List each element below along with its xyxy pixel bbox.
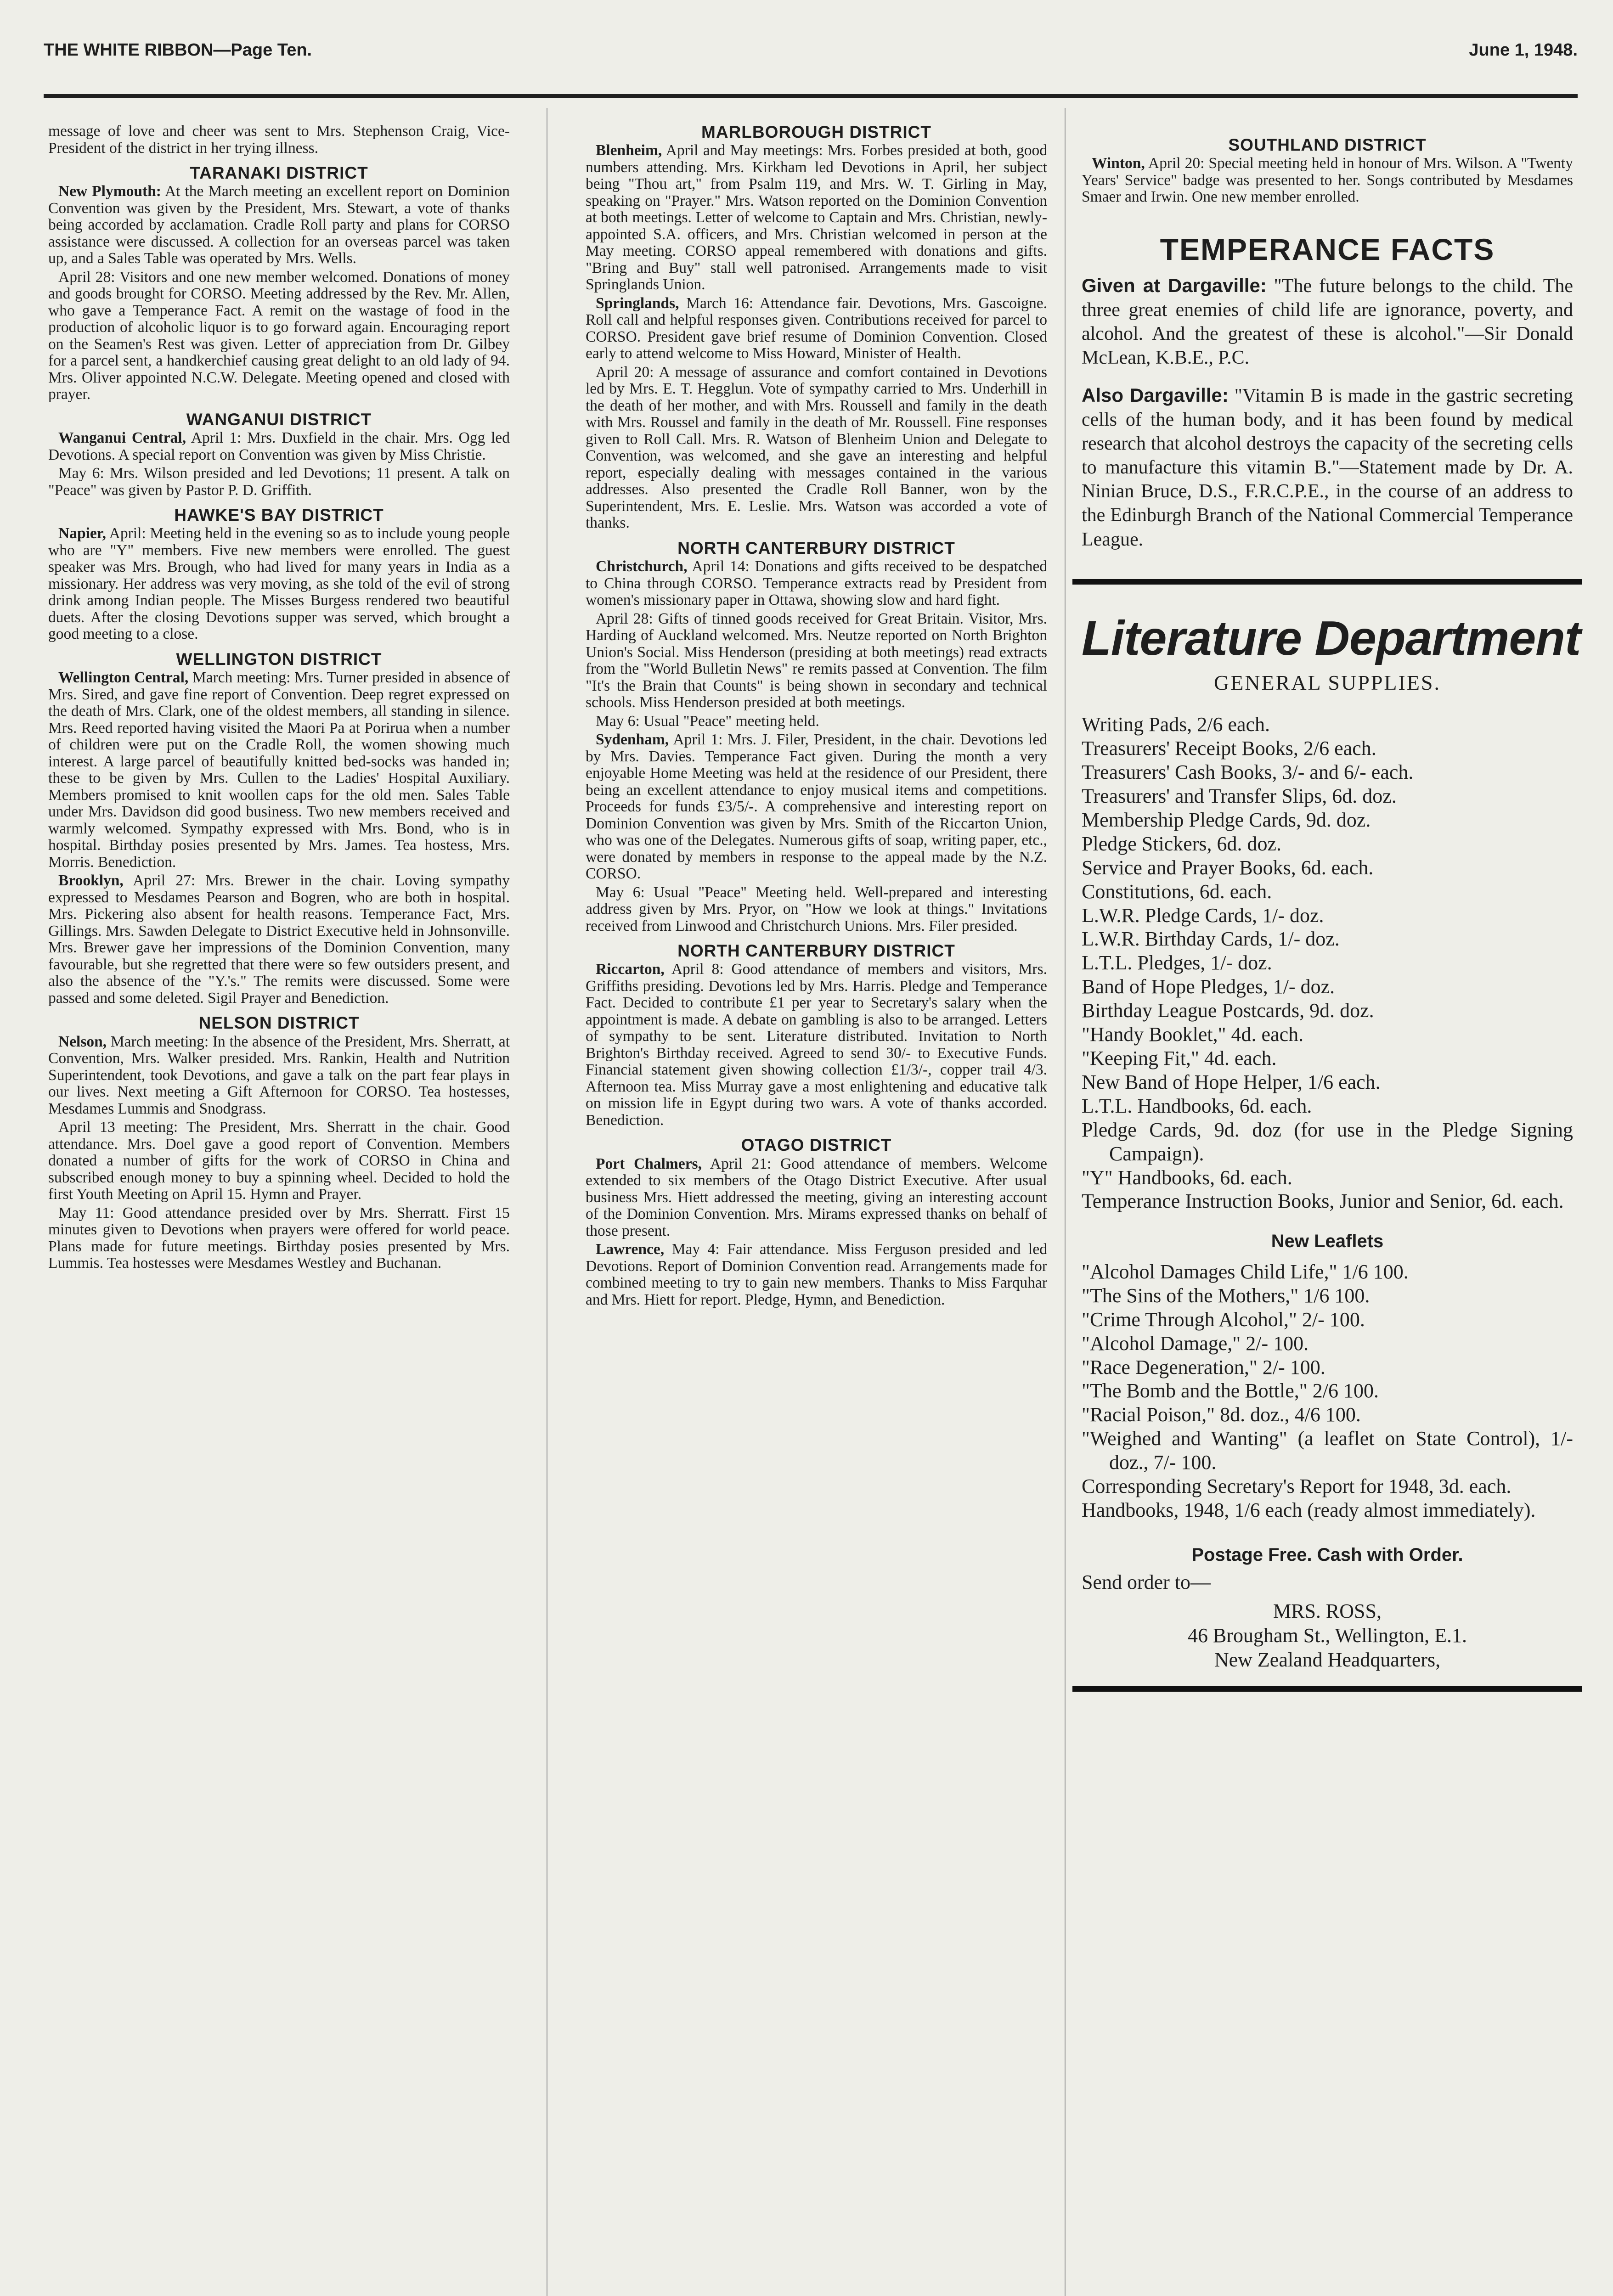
report-paragraph: April 20: A message of assurance and comfort contained in Devotions led by Mrs. E. T. Hegglun. Vote of sympathy carried to Mrs. Underhill in the death of her mother, and with Mrs. Roussell and family in the death with Mrs. Roussel and family in the death of Mr. Roussell. Fine responses given to Roll Call. Mrs. R. Watson of Blenheim Union and Delegate to Convention, was welcomed, and she gave an interesting and helpful report, especially dealing with messages contained in the various addresses. Also presented the Cradle Roll Banner, won by the Superintendent, Mrs. E. Leslie. Mrs. Watson was accorded a vote of thanks.: [586, 363, 1047, 532]
report-paragraph: May 11: Good attendance presided over by Mrs. Sherratt. First 15 minutes given to Devotions when prayers were offered for world peace. Plans made for future meetings. Birthday posies presented by Mrs. Lummis. Tea hostesses were Mesdames Westley and Buchanan.: [48, 1204, 510, 1272]
supply-item: Service and Prayer Books, 6d. each.: [1082, 856, 1374, 879]
temperance-fact: Given at Dargaville: "The future belongs to the child. The three great enemies of child life are ignorance, poverty, and alcohol. And the greatest of these is alcohol."—Sir Donald McLean, K.B.E., P.C.: [1082, 274, 1573, 368]
report-paragraph: Winton, April 20: Special meeting held in honour of Mrs. Wilson. A "Twenty Years' Service" badge was presented to her. Songs contributed by Mesdames Smaer and Irwin. One new member enrolled.: [1082, 155, 1573, 206]
report-paragraph: Napier, April: Meeting held in the evening so as to include young people who are "Y" members. Five new members were enrolled. The guest speaker was Mrs. Brough, who had lived for many years in India as a missionary. Her address was very moving, as she told of the evil of strong drink among Indian people. The Misses Burgess rendered two beautiful duets. After the closing Devotions supper was served, which brought a good meeting to a close.: [48, 525, 510, 643]
publication-title: THE WHITE RIBBON—Page Ten.: [44, 40, 312, 60]
issue-date: June 1, 1948.: [1469, 40, 1578, 60]
report-paragraph: April 28: Visitors and one new member welcomed. Donations of money and goods brought for CORSO. Meeting addressed by the Rev. Mr. Allen, who gave a Temperance Fact. A remit on the wastage of food in the production of alcoholic liquor is to go forward again. Encouraging report on the Seamen's Rest was given. Letter of appreciation from Dr. Gilbey for a parcel sent, a handkerchief causing great delight to an old lady of 94. Mrs. Oliver appointed N.C.W. Delegate. Meeting opened and closed with prayer.: [48, 268, 510, 403]
report-paragraph: Brooklyn, April 27: Mrs. Brewer in the chair. Loving sympathy expressed to Mesdames Pearson and Bogren, who are both in hospital. Mrs. Pickering also absent for health reasons. Temperance Fact, Mrs. Gillings. Mrs. Sawden Delegate to District Executive held in Johnsonville. Mrs. Brewer gave her impressions of the Dominion Convention, many favourable, but she regretted that there were so few outsiders present, and also the absence of the "Y.'s." The remits were discussed. Some were passed and some deleted. Sigil Prayer and Benediction.: [48, 872, 510, 1007]
addressee: MRS. ROSS,: [1273, 1600, 1382, 1623]
leaflet-item: Handbooks, 1948, 1/6 each (ready almost immediately).: [1082, 1498, 1536, 1521]
supply-item: L.T.L. Handbooks, 6d. each.: [1082, 1094, 1312, 1117]
leaflet-item: "The Sins of the Mothers," 1/6 100.: [1082, 1284, 1370, 1307]
report-paragraph: message of love and cheer was sent to Mrs. Stephenson Craig, Vice-President of the district in her trying illness.: [48, 123, 510, 157]
supply-item: "Handy Booklet," 4d. each.: [1082, 1023, 1304, 1046]
supply-item: Treasurers' Receipt Books, 2/6 each.: [1082, 737, 1376, 760]
report-paragraph: Port Chalmers, April 21: Good attendance of members. Welcome extended to six members of the Otago District Executive. After usual business Mrs. Hiett addressed the meeting, giving an interesting account of the Dominion Convention. Mrs. Mirams expressed thanks on behalf of those present.: [586, 1155, 1048, 1239]
report-paragraph: Nelson, March meeting: In the absence of the President, Mrs. Sherratt, at Convention, Mrs. Walker presided. Mrs. Rankin, Health and Nutrition Superintendent, took Devotions, and gave a talk on the part fear plays in our lives. Next meeting a Gift Afternoon for CORSO. Tea hostesses, Mesdames Lummis and Snodgrass.: [48, 1033, 510, 1117]
column-3: [1082, 123, 1581, 1692]
leaflet-item: "Race Degeneration," 2/- 100.: [1082, 1356, 1325, 1379]
section-heading: NORTH CANTERBURY DISTRICT: [677, 538, 955, 557]
temperance-facts: [1082, 274, 1573, 551]
supply-item: Band of Hope Pledges, 1/- doz.: [1082, 975, 1335, 998]
supply-item: L.T.L. Pledges, 1/- doz.: [1082, 951, 1272, 974]
section-heading: WANGANUI DISTRICT: [186, 410, 372, 429]
general-supplies-heading: GENERAL SUPPLIES.: [1214, 671, 1441, 695]
column-1: [48, 123, 510, 1274]
masthead: [44, 40, 1578, 68]
section-rule: [1072, 579, 1582, 585]
leaflet-item: Corresponding Secretary's Report for 1948, 3d. each.: [1082, 1475, 1511, 1498]
send-order-block: [1082, 1570, 1573, 1672]
supply-item: Membership Pledge Cards, 9d. doz.: [1082, 808, 1371, 831]
column-2: [586, 123, 1047, 1310]
supply-item: Pledge Cards, 9d. doz (for use in the Pledge Signing Campaign).: [1082, 1118, 1573, 1165]
report-paragraph: May 6: Mrs. Wilson presided and led Devotions; 11 present. A talk on "Peace" was given by Pastor P. D. Griffith.: [48, 465, 510, 499]
report-paragraph: May 6: Usual "Peace" Meeting held. Well-prepared and interesting address given by Mrs. Pryor, on "How we look at things." Invitations received from Linwood and Christchurch Unions. Mrs. Filer presided.: [586, 884, 1047, 934]
section-heading: OTAGO DISTRICT: [741, 1136, 892, 1155]
temperance-facts-title: TEMPERANCE FACTS: [1160, 232, 1495, 266]
supply-item: Treasurers' and Transfer Slips, 6d. doz.: [1082, 785, 1397, 807]
supply-item: Constitutions, 6d. each.: [1082, 880, 1272, 903]
bottom-rule: [1072, 1686, 1582, 1692]
supply-item: Pledge Stickers, 6d. doz.: [1082, 832, 1282, 855]
supply-item: L.W.R. Birthday Cards, 1/- doz.: [1082, 928, 1340, 951]
column-divider: [1065, 108, 1066, 2296]
section-heading: WELLINGTON DISTRICT: [176, 649, 382, 669]
report-paragraph: April 13 meeting: The President, Mrs. Sherratt in the chair. Good attendance. Mrs. Doel gave a good report of Convention. Members donated a number of gifts for the work of CORSO in China and subscribed enough money to buy a spinning wheel. Decided to hold the first Youth Meeting on April 15. Hymn and Prayer.: [48, 1119, 510, 1203]
report-paragraph: Wanganui Central, April 1: Mrs. Duxfield in the chair. Mrs. Ogg led Devotions. A special report on Convention was given by Miss Christie.: [48, 429, 510, 463]
supply-item: "Keeping Fit," 4d. each.: [1082, 1047, 1277, 1069]
leaflets-list: [1082, 1260, 1573, 1522]
supply-item: New Band of Hope Helper, 1/6 each.: [1082, 1070, 1381, 1093]
temperance-fact: Also Dargaville: "Vitamin B is made in the gastric secreting cells of the human body, and it has been found by medical research that alcohol destroys the capacity of the secreting cells to manufacture this vitamin B."—Statement made by Dr. A. Ninian Bruce, D.S., F.R.C.P.E., in the course of an address to the Edinburgh Branch of the National Commercial Temperance League.: [1082, 384, 1573, 550]
report-paragraph: Wellington Central, March meeting: Mrs. Turner presided in absence of Mrs. Sired, and gave fine report of Convention. Deep regret expressed on the death of Mrs. Clark, one of the oldest members, all standing in silence. Mrs. Reed reported having visited the Maori Pa at Porirua when a number of children were put on the Cradle Roll, the women showing much interest. A large parcel of beautifully knitted bed-socks was handed in; these to be given by Mrs. Cullen to the Ladies' Hospital Auxiliary. Members promised to knit woollen caps for the old men. Sales Table under Mrs. Davidson did good business. Two new members received and warmly welcomed. Sympathy expressed with Mrs. Bond, who is in hospital. Birthday posies presented by Mrs. James. Tea hostess, Mrs. Morris. Benediction.: [48, 669, 510, 871]
report-paragraph: Sydenham, April 1: Mrs. J. Filer, President, in the chair. Devotions led by Mrs. Davies. Temperance Fact given. During the month a very enjoyable Home Meeting was held at the residence of our President, there being an excellent attendance to enjoy musical items and competitions. Proceeds for funds £3/5/-. A comprehensive and interesting report on Dominion Convention was given by Mrs. Smith of the Riccarton Union, who was one of the Delegates. Numerous gifts of soap, writing paper, etc., were donated by members in response to the appeal made by the N.Z. CORSO.: [586, 731, 1047, 883]
section-heading: SOUTHLAND DISTRICT: [1228, 135, 1427, 154]
report-paragraph: Springlands, March 16: Attendance fair. Devotions, Mrs. Gascoigne. Roll call and helpful responses given. Contributions received for parcel to CORSO. President gave brief resume of Dominion Convention. Closed early to attend welcome to Miss Howard, Minister of Health.: [586, 294, 1047, 362]
supply-item: Birthday League Postcards, 9d. doz.: [1082, 999, 1374, 1022]
supply-item: Treasurers' Cash Books, 3/- and 6/- each.: [1082, 761, 1414, 784]
supply-item: Temperance Instruction Books, Junior and Senior, 6d. each.: [1082, 1190, 1564, 1213]
report-paragraph: May 6: Usual "Peace" meeting held.: [596, 712, 819, 730]
report-paragraph: Riccarton, April 8: Good attendance of members and visitors, Mrs. Griffiths presiding. Devotions led by Mrs. Harris. Pledge and Temperance Fact. Decided to contribute £1 per year to Secretary's salary when the appointment is made. A debate on gambling is also to be arranged. Letters of sympathy to be sent. Literature distributed. Invitation to North Brighton's Birthday received. Agreed to send 30/- to Executive Funds. Financial statement given showing collection £1/3/-, copper trail 4/3. Afternoon tea. Miss Murray gave a most enlightening and educative talk on mission life in Egypt during two wars. A vote of thanks accorded. Benediction.: [586, 961, 1047, 1129]
leaflet-item: "Weighed and Wanting" (a leaflet on State Control), 1/- doz., 7/- 100.: [1082, 1427, 1573, 1474]
address-line: New Zealand Headquarters,: [1214, 1648, 1441, 1671]
supply-item: L.W.R. Pledge Cards, 1/- doz.: [1082, 904, 1324, 927]
report-paragraph: Blenheim, April and May meetings: Mrs. Forbes presided at both, good numbers attending. Mrs. Kirkham led Devotions in April, her subject being "Thou art," from Psalm 119, and Mrs. W. T. Girling in May, speaking on "Prayer." Mrs. Watson reported on the Dominion Convention at both meetings. Letter of welcome to Captain and Mrs. Christian, newly-appointed S.A. officers, and Mrs. Christian welcomed in person at the May meeting. CORSO appeal remembered with donations and gifts. "Bring and Buy" stall well patronised. Arrangements made to visit Springlands Union.: [586, 142, 1047, 293]
send-order-label: Send order to—: [1082, 1571, 1211, 1594]
section-heading: NELSON DISTRICT: [198, 1013, 360, 1033]
leaflet-item: "Alcohol Damage," 2/- 100.: [1082, 1332, 1309, 1355]
leaflet-item: "Alcohol Damages Child Life," 1/6 100.: [1082, 1260, 1409, 1283]
new-leaflets-heading: New Leaflets: [1271, 1231, 1384, 1252]
literature-department-title: Literature Department: [1082, 611, 1581, 665]
section-heading: NORTH CANTERBURY DISTRICT: [677, 941, 955, 961]
report-paragraph: Christchurch, April 14: Donations and gifts received to be despatched to China through CORSO. Temperance extracts read by President from women's missionary paper in Ottawa, showing slow and hard fight.: [586, 558, 1047, 609]
section-heading: HAWKE'S BAY DISTRICT: [174, 506, 384, 525]
report-paragraph: April 28: Gifts of tinned goods received for Great Britain. Visitor, Mrs. Harding of Auckland welcomed. Mrs. Neutze reported on North Brighton Union's Social. Miss Henderson (presiding at both meetings) read extracts from the "World Bulletin News" re remits passed at Convention. The film "It's the Brain that Counts" is being shown in secondary and technical schools. Miss Henderson presided at both meetings.: [586, 610, 1047, 711]
supplies-list: [1082, 713, 1573, 1213]
section-heading: TARANAKI DISTRICT: [190, 163, 368, 182]
leaflet-item: "Racial Poison," 8d. doz., 4/6 100.: [1082, 1403, 1361, 1426]
supply-item: "Y" Handbooks, 6d. each.: [1082, 1166, 1292, 1189]
supply-item: Writing Pads, 2/6 each.: [1082, 713, 1270, 736]
postage-note: Postage Free. Cash with Order.: [1191, 1544, 1463, 1565]
leaflet-item: "Crime Through Alcohol," 2/- 100.: [1082, 1308, 1365, 1331]
report-paragraph: New Plymouth: At the March meeting an excellent report on Dominion Convention was given by the President, Mrs. Stewart, a vote of thanks being accorded by acclamation. Cradle Roll party and plans for CORSO assistance were discussed. A collection for an overseas parcel was taken up, and a Sales Table was operated by Mrs. Wells.: [48, 183, 510, 267]
leaflet-item: "The Bomb and the Bottle," 2/6 100.: [1082, 1379, 1379, 1402]
address-line: 46 Brougham St., Wellington, E.1.: [1188, 1624, 1467, 1647]
report-paragraph: Lawrence, May 4: Fair attendance. Miss Ferguson presided and led Devotions. Report of Dominion Convention read. Arrangements made for combined meeting to try to gain new members. Thanks to Miss Farquhar and Mrs. Hiett for report. Pledge, Hymn, and Benediction.: [586, 1241, 1047, 1308]
header-rule: [44, 94, 1578, 98]
section-heading: MARLBOROUGH DISTRICT: [701, 123, 931, 141]
